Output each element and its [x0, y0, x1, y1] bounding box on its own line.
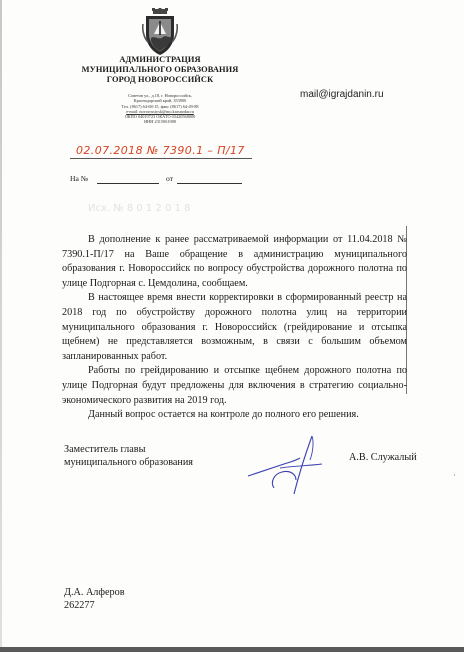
body-paragraph: Работы по грейдированию и отсыпке щебнем дорожного полотна по улице Подгорная будут предложены для включения в стратегию социально-экономического развития на 2019 год. [62, 365, 407, 406]
scan-edge-left [0, 0, 2, 652]
na-label: На № [70, 174, 88, 183]
address-block [98, 93, 222, 125]
organization-name [70, 55, 250, 85]
ot-blank [177, 183, 242, 184]
address-line: Советов ул., д.18, г. Новороссийск, [128, 93, 192, 98]
address-line: Тел. (8617) 64-68-15, факс (8617) 64-49-88 [121, 103, 199, 109]
na-blank [97, 183, 159, 184]
margin-mark: · [453, 470, 456, 480]
recipient-email: mail@igrajdanin.ru [300, 89, 384, 100]
address-email-link[interactable]: e-mail: novorossiysk@mo.krasnodar.ru [126, 108, 194, 114]
faint-stamp: Исх. № 8 0 1 2 0 1 8 [88, 203, 191, 214]
body-paragraph: В дополнение к ранее рассматриваемой информации от 11.04.2018 № 7390.1-П/17 на Ваше обращение в администрацию муниципального образования г. Новороссийск по вопросу обустройства дорожного полотна по улице Подгорная с. Цемдолина, сообщаем. [62, 234, 407, 289]
signatory-title-line-1: Заместитель главы [64, 444, 146, 455]
signatory-title-line-2: муниципального образования [64, 457, 193, 469]
coat-of-arms-icon [142, 8, 178, 56]
executor-block [64, 586, 125, 613]
ot-label: от [166, 174, 174, 183]
address-line: Краснодарский край, 353900 [133, 98, 187, 104]
signatory-title [64, 443, 193, 470]
body-paragraph: Данный вопрос остается на контроле до полного его решения. [88, 409, 359, 421]
letter-body [62, 233, 407, 423]
org-line-2: МУНИЦИПАЛЬНОГО ОБРАЗОВАНИЯ [81, 65, 239, 74]
registration-underline [70, 158, 252, 159]
executor-name: Д.А. Алферов [64, 587, 125, 598]
org-line-3: ГОРОД НОВОРОССИЙСК [106, 75, 214, 84]
handwritten-signature-icon [240, 428, 336, 498]
address-line: ОКПО 04019723 ОКАТО 03420568000 [124, 114, 196, 120]
body-paragraph: В настоящее время внести корректировки в сформированный реестр на 2018 год по обустройству дорожного полотна улиц на территории муниципального образования г. Новороссийск (грейдирование и отсыпка щебнем) не представляется возможным, в связи с большим объемом запланированных работ. [62, 292, 407, 362]
org-line-1: АДМИНИСТРАЦИЯ [119, 55, 201, 64]
signatory-name: А.В. Служалый [349, 452, 417, 463]
scan-edge-bottom [0, 647, 464, 652]
handwritten-registration: 02.07.2018 № 7390.1 – П/17 [76, 144, 245, 157]
address-line: ИНН 2315061988 [144, 119, 176, 125]
reference-row [70, 173, 242, 185]
executor-phone: 262277 [64, 600, 95, 612]
